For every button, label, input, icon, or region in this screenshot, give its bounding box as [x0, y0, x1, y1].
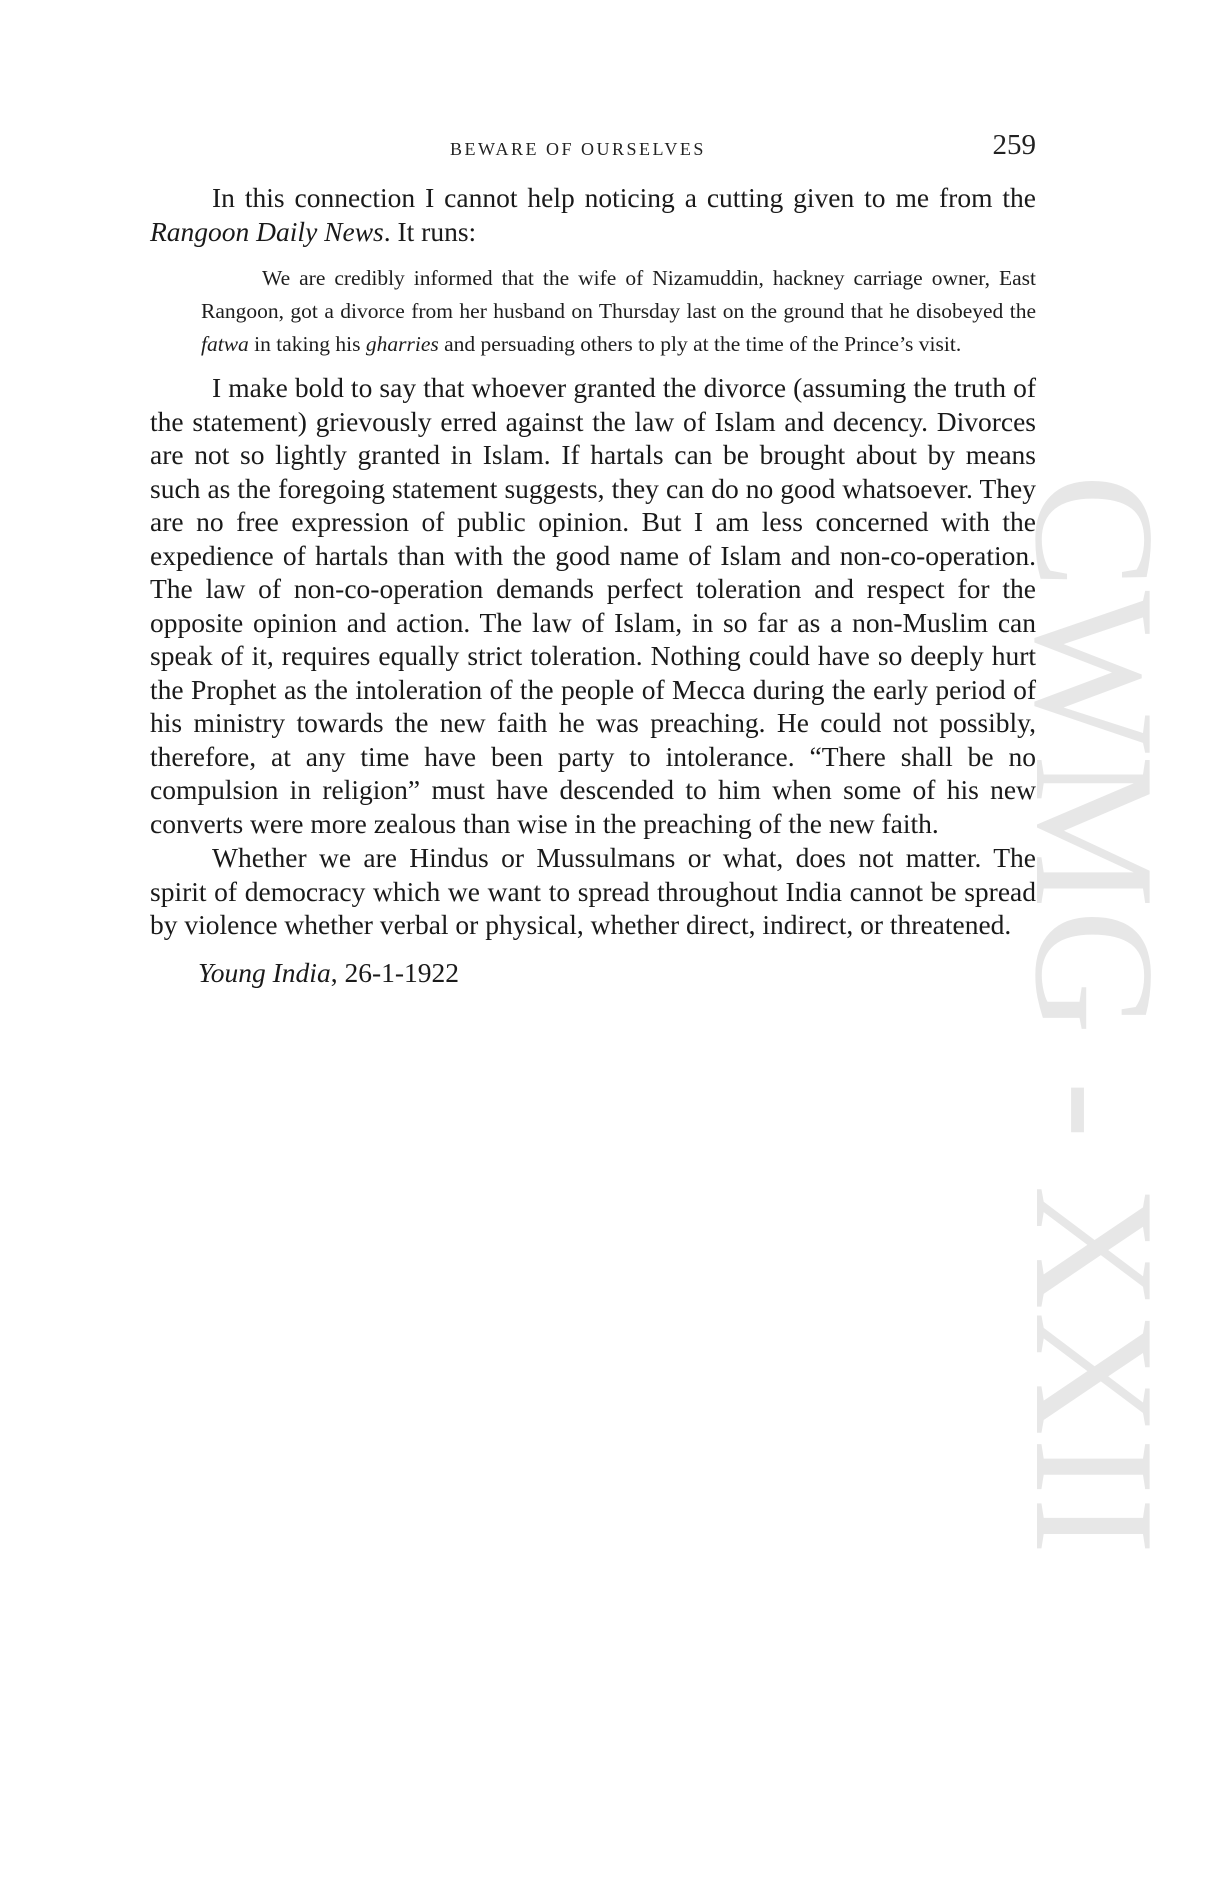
article-body: [150, 181, 1036, 989]
running-head: BEWARE OF OURSELVES: [450, 139, 706, 159]
paragraph-closing: Whether we are Hindus or Mussulmans or what, does not matter. The spirit of democracy which we want to spread throughout India cannot be spread by violence whether verbal or physical, whether direct, indirect, or threatened.: [150, 842, 1036, 940]
quote-italic-fatwa: fatwa: [201, 332, 249, 356]
block-quote: [150, 262, 1036, 361]
source-publication: Young India: [198, 956, 331, 988]
source-citation: [150, 956, 1036, 989]
intro-text: In this connection I cannot help noticing a cutting given to me from the: [212, 182, 1036, 213]
quote-text: and persuading others to ply at the time of the Prince’s visit.: [438, 332, 962, 356]
quote-text: We are credibly informed that the wife of Nizamuddin, hackney carriage owner, East Rangoon, got a divorce from her husband on Thursday last on the ground that he disobeyed the: [201, 266, 1036, 323]
intro-text-end: . It runs:: [383, 215, 477, 247]
newspaper-title: Rangoon Daily News: [150, 215, 384, 247]
page-number: 259: [992, 129, 1036, 161]
watermark-text: CWMG - XXII: [999, 474, 1189, 1557]
source-date: , 26-1-1922: [330, 956, 460, 988]
quote-text: in taking his: [248, 332, 366, 356]
paragraph-main: I make bold to say that whoever granted the divorce (assuming the truth of the statement) grievously erred against the law of Islam and decency. Divorces are not so lightly granted in Islam. If hartals can be brought about by means such as the foregoing statement suggests, they can do no good whatsoever. They are no free expression of public opinion. But I am less concerned with the expedience of hartals than with the good name of Islam and non-co-operation. The law of non-co-operation demands perfect toleration and respect for the opposite opinion and action. The law of Islam, in so far as a non-Muslim can speak of it, requires equally strict toleration. Nothing could have so deeply hurt the Prophet as the intoleration of the people of Mecca during the early period of his ministry towards the new faith he was preaching. He could not possibly, therefore, at any time have been party to intolerance. “There shall be no compulsion in religion” must have descended to him when some of his new converts were more zealous than wise in the preaching of the new faith.: [150, 372, 1036, 839]
paragraph-intro: [150, 181, 1036, 248]
quote-italic-gharries: gharries: [365, 332, 439, 356]
watermark: [999, 474, 1190, 1557]
